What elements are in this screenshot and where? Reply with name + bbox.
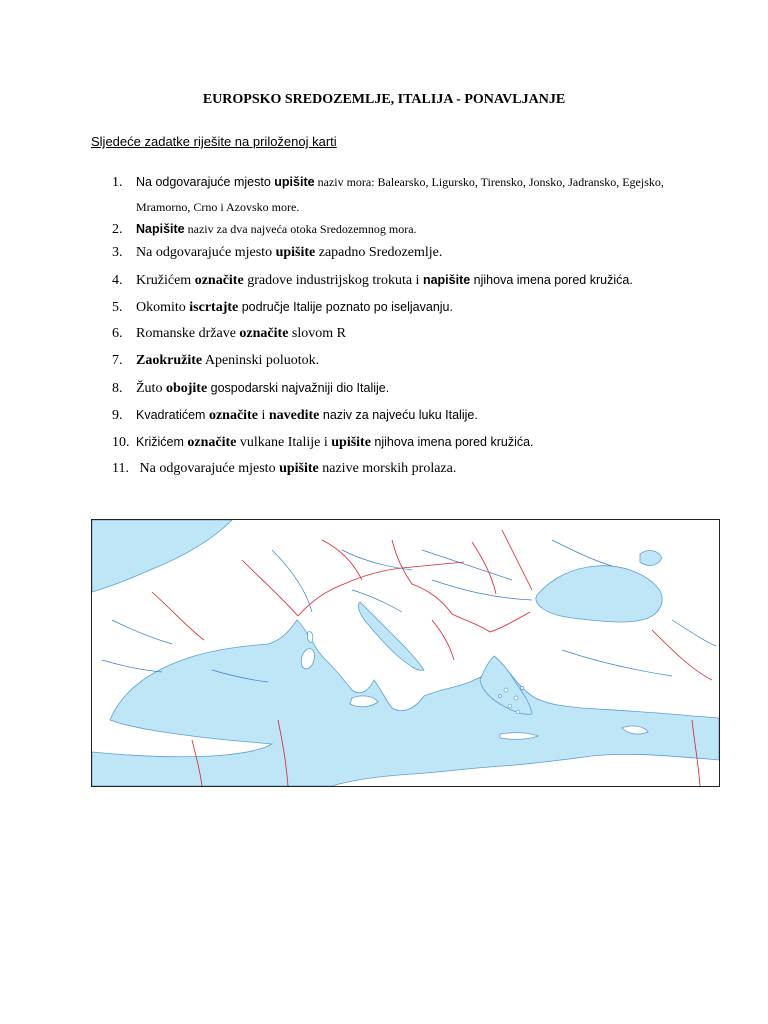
task-text: naziv za najveću luku Italije. xyxy=(319,408,478,422)
task-item-6 xyxy=(112,325,712,343)
task-text: Žuto xyxy=(136,381,166,396)
task-text: Na odgovarajuće mjesto xyxy=(136,245,276,260)
task-item-9 xyxy=(112,406,712,425)
task-number: 4. xyxy=(112,273,123,288)
corsica-island xyxy=(307,632,312,643)
task-keyword: označite xyxy=(208,408,258,423)
task-text: Na odgovarajuće mjesto xyxy=(136,175,275,189)
task-keyword: označite xyxy=(194,273,244,288)
task-number: 2. xyxy=(112,222,123,237)
task-text: nazive morskih prolaza. xyxy=(318,461,457,476)
task-text: Kružićem xyxy=(136,273,195,288)
task-keyword: napišite xyxy=(422,273,471,287)
task-text: gospodarski najvažniji dio Italije. xyxy=(207,381,390,395)
task-keyword: Zaokružite xyxy=(136,353,203,368)
task-keyword: upišite xyxy=(279,461,319,476)
task-number: 6. xyxy=(112,326,123,341)
task-keyword: Napišite xyxy=(136,222,185,236)
task-number: 3. xyxy=(112,245,123,260)
task-number: 7. xyxy=(112,353,123,368)
map-drawing xyxy=(92,520,719,786)
task-keyword: navedite xyxy=(268,408,320,423)
blank-map-mediterranean xyxy=(91,519,720,787)
task-continuation: Mramorno, Crno i Azovsko more. xyxy=(136,200,300,214)
task-number: 5. xyxy=(112,300,123,315)
task-keyword: obojite xyxy=(165,381,208,396)
task-text: zapadno Sredozemlje. xyxy=(315,245,443,260)
task-text: naziv mora: Balearsko, Ligursko, Tirensko, Jonsko, Jadransko, Egejsko, xyxy=(314,175,664,189)
task-number: 9. xyxy=(112,408,123,423)
task-item-7 xyxy=(112,352,712,370)
task-text: vulkane Italije i xyxy=(236,435,332,450)
page-title: EUROPSKO SREDOZEMLJE, ITALIJA - PONAVLJANJE xyxy=(202,92,566,107)
task-item-4 xyxy=(112,271,712,290)
task-number: 8. xyxy=(112,381,123,396)
task-keyword: upišite xyxy=(331,435,371,450)
task-keyword: označite xyxy=(187,435,237,450)
task-text: Križićem xyxy=(136,435,188,449)
task-text: područje Italije poznato po iseljavanju. xyxy=(238,300,453,314)
task-text: slovom R xyxy=(288,326,346,341)
task-keyword: iscrtajte xyxy=(189,300,239,315)
task-item-11 xyxy=(112,460,712,478)
task-text: naziv za dva najveća otoka Sredozemnog mora. xyxy=(184,222,417,236)
task-text: Apeninski poluotok. xyxy=(202,353,320,368)
task-keyword: upišite xyxy=(274,175,315,189)
task-item-2 xyxy=(112,220,712,239)
task-item-3 xyxy=(112,244,712,262)
task-text: Na odgovarajuće mjesto xyxy=(136,461,280,476)
task-keyword: označite xyxy=(239,326,289,341)
task-text: Okomito xyxy=(136,300,190,315)
task-keyword: upišite xyxy=(275,245,316,260)
task-text: Romanske države xyxy=(136,326,240,341)
task-number: 11. xyxy=(112,461,129,476)
task-item-1 xyxy=(112,173,712,216)
task-text: njihova imena pored kružića. xyxy=(470,273,633,287)
task-number: 10. xyxy=(112,435,130,450)
task-text: Kvadratićem xyxy=(136,408,209,422)
task-text: njihova imena pored kružića. xyxy=(370,435,534,449)
task-text: i xyxy=(257,408,269,423)
task-item-5 xyxy=(112,298,712,317)
task-item-10 xyxy=(112,433,712,452)
task-number: 1. xyxy=(112,175,123,190)
task-text: gradove industrijskog trokuta i xyxy=(243,273,423,288)
task-item-8 xyxy=(112,379,712,398)
instructions-subtitle: Sljedeće zadatke riješite na priloženoj karti xyxy=(91,134,337,149)
